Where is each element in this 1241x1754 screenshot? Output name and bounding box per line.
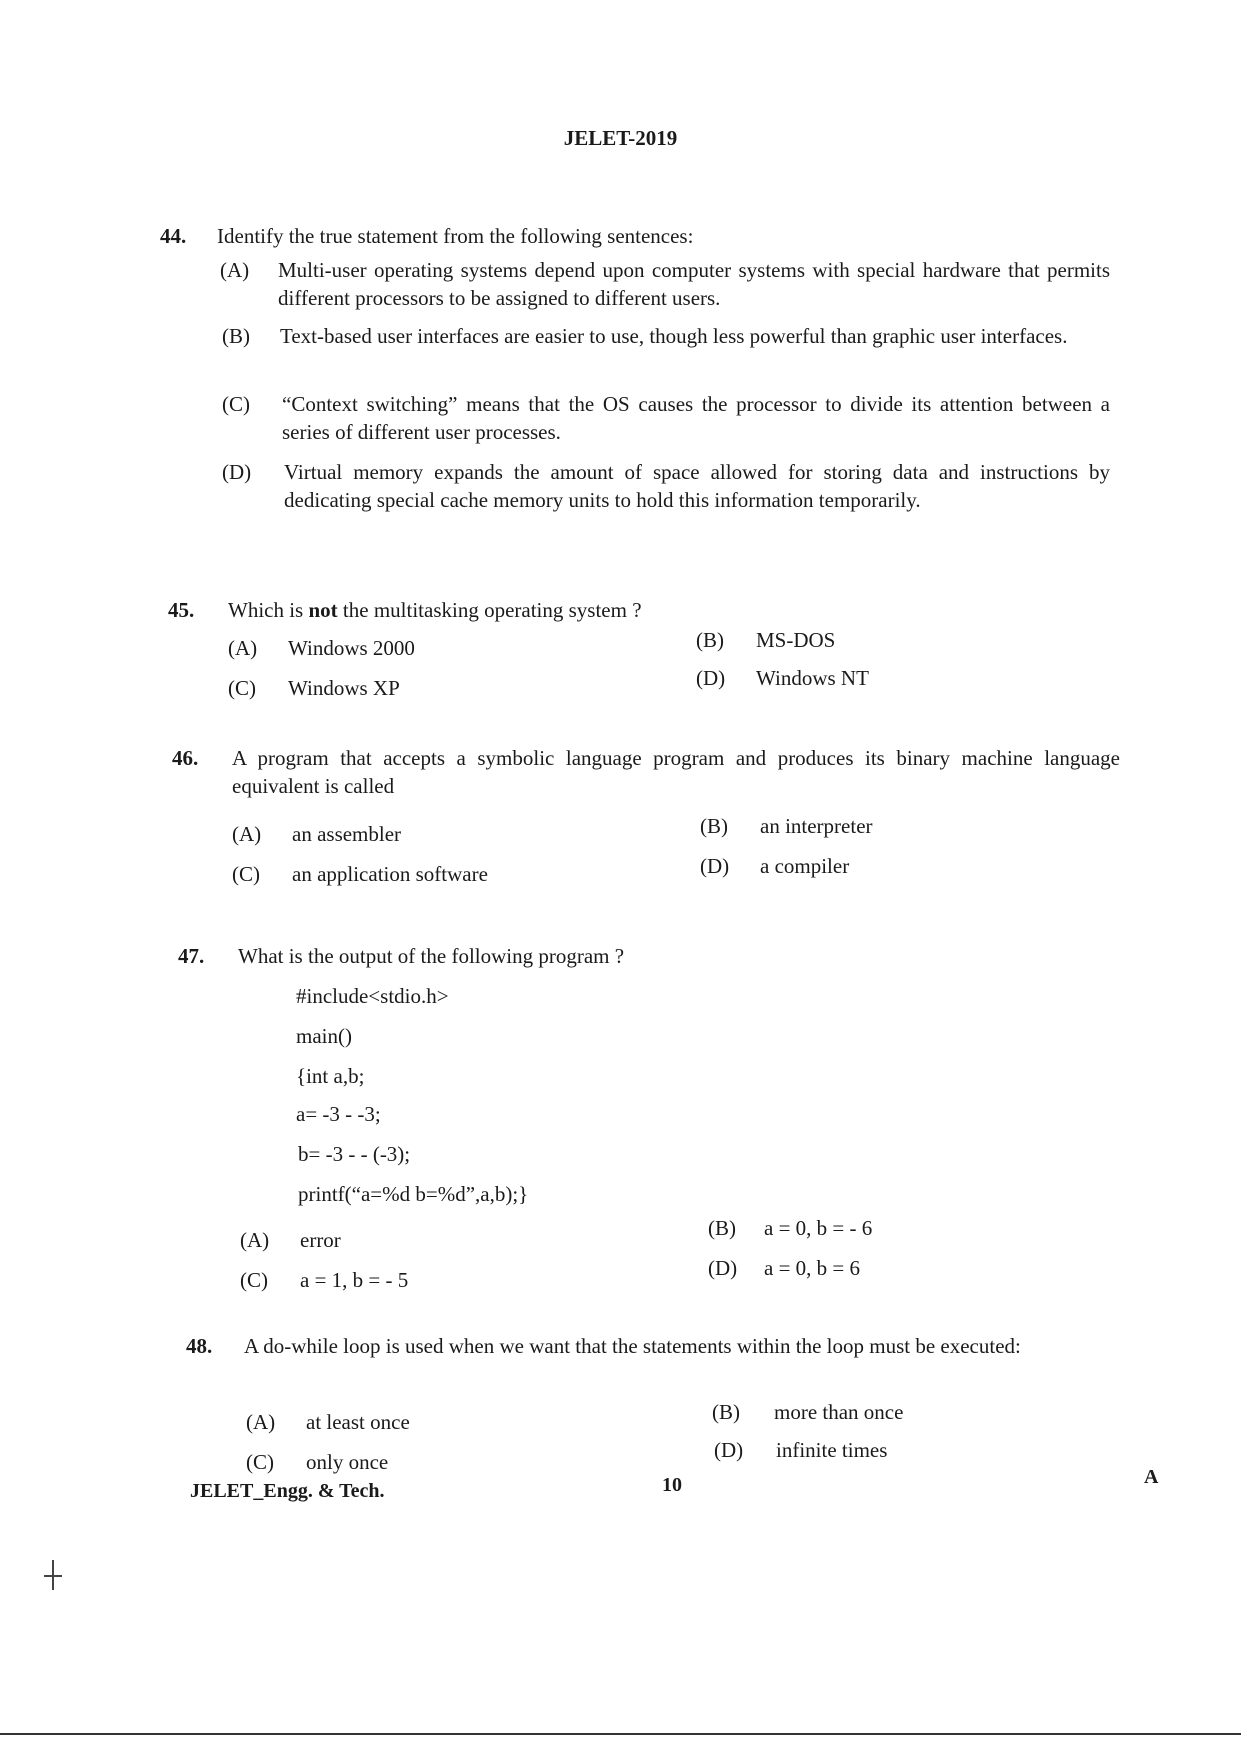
question-number: 48. bbox=[186, 1334, 213, 1358]
option-text: Windows 2000 bbox=[288, 636, 415, 660]
question-text: A program that accepts a symbolic language program and produces its binary machine language equivalent is called bbox=[232, 746, 1120, 798]
option-text: at least once bbox=[306, 1410, 410, 1434]
option-label: (C) bbox=[222, 392, 250, 416]
option-text: an assembler bbox=[292, 822, 402, 846]
code-line: b= -3 - - (-3); bbox=[298, 1142, 411, 1166]
option-text: Text-based user interfaces are easier to use, though less powerful than graphic user interfaces. bbox=[280, 324, 1068, 348]
code-line: a= -3 - -3; bbox=[296, 1102, 381, 1126]
option-label: (C) bbox=[246, 1450, 274, 1474]
code-line: #include<stdio.h> bbox=[296, 984, 449, 1008]
option-label: (A) bbox=[228, 636, 258, 660]
option-text: “Context switching” means that the OS causes the processor to divide its attention between a series of different user processes. bbox=[282, 392, 1110, 444]
option-text: infinite times bbox=[776, 1438, 888, 1462]
option-text: Virtual memory expands the amount of space allowed for storing data and instructions by dedicating special cache memory units to hold this information temporarily. bbox=[284, 460, 1110, 512]
code-line: main() bbox=[296, 1024, 352, 1048]
option-label: (A) bbox=[232, 822, 262, 846]
question-number: 45. bbox=[168, 598, 195, 622]
question-text: A do-while loop is used when we want that the statements within the loop must be executed: bbox=[244, 1334, 1021, 1358]
question-text: Which is not the multitasking operating system ? bbox=[228, 598, 642, 622]
option-text: an interpreter bbox=[760, 814, 873, 838]
option-label: (C) bbox=[228, 676, 256, 700]
option-label: (D) bbox=[714, 1438, 744, 1462]
page-number: 10 bbox=[662, 1474, 682, 1496]
option-label: (D) bbox=[696, 666, 726, 690]
option-text: a = 0, b = 6 bbox=[764, 1256, 861, 1280]
code-line: printf(“a=%d b=%d”,a,b);} bbox=[298, 1182, 529, 1206]
footer-exam-name: JELET_Engg. & Tech. bbox=[190, 1480, 385, 1502]
bottom-rule bbox=[0, 1733, 1241, 1735]
option-text: more than once bbox=[774, 1400, 904, 1424]
option-label: (C) bbox=[240, 1268, 268, 1292]
option-label: (B) bbox=[708, 1216, 736, 1240]
option-label: (B) bbox=[712, 1400, 740, 1424]
option-text: Windows XP bbox=[288, 676, 400, 700]
question-set-label: A bbox=[1144, 1466, 1159, 1488]
question-text: Identify the true statement from the following sentences: bbox=[217, 224, 694, 248]
margin-mark bbox=[44, 1575, 62, 1577]
option-label: (A) bbox=[246, 1410, 276, 1434]
option-label: (D) bbox=[708, 1256, 738, 1280]
option-text: error bbox=[300, 1228, 341, 1252]
option-text: a = 1, b = - 5 bbox=[300, 1268, 409, 1292]
option-text: a compiler bbox=[760, 854, 850, 878]
option-label: (B) bbox=[222, 324, 250, 348]
option-label: (A) bbox=[220, 258, 250, 282]
option-label: (D) bbox=[222, 460, 252, 484]
question-number: 47. bbox=[178, 944, 205, 968]
option-text: Multi-user operating systems depend upon computer systems with special hardware that permits different processors to be assigned to different users. bbox=[278, 258, 1110, 310]
option-label: (A) bbox=[240, 1228, 270, 1252]
option-label: (C) bbox=[232, 862, 260, 886]
question-number: 46. bbox=[172, 746, 199, 770]
code-line: {int a,b; bbox=[296, 1064, 365, 1088]
option-text: an application software bbox=[292, 862, 488, 886]
option-text: MS-DOS bbox=[756, 628, 836, 652]
page-header: JELET-2019 bbox=[563, 126, 678, 150]
option-label: (D) bbox=[700, 854, 730, 878]
option-label: (B) bbox=[700, 814, 728, 838]
option-text: only once bbox=[306, 1450, 389, 1474]
option-text: Windows NT bbox=[756, 666, 869, 690]
question-text: What is the output of the following program ? bbox=[238, 944, 625, 968]
question-number: 44. bbox=[160, 224, 187, 248]
option-text: a = 0, b = - 6 bbox=[764, 1216, 873, 1240]
option-label: (B) bbox=[696, 628, 724, 652]
